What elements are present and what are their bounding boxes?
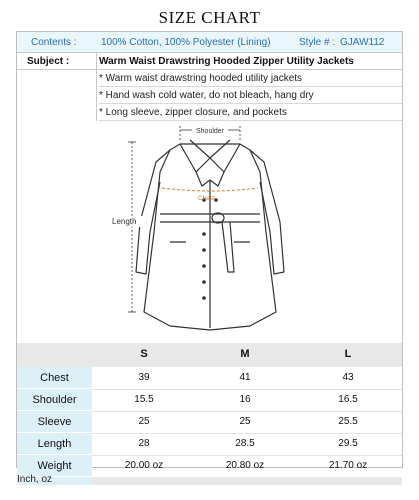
table-row xyxy=(17,455,402,477)
table-cell: 16.5 xyxy=(338,394,358,405)
column-header-m: M xyxy=(240,348,250,360)
length-label: Length xyxy=(112,217,137,226)
table-row xyxy=(17,411,402,433)
row-label: Sleeve xyxy=(17,411,92,433)
table-cell: 25.5 xyxy=(338,416,358,427)
coat-diagram xyxy=(110,122,310,336)
row-label: Weight xyxy=(17,455,92,477)
row-label: Length xyxy=(17,433,92,455)
table-cell: 16 xyxy=(239,394,251,405)
subject-value: Warm Waist Drawstring Hooded Zipper Utility Jackets xyxy=(99,56,354,67)
column-header-s: S xyxy=(140,348,148,360)
column-header-l: L xyxy=(344,348,352,360)
table-cell: 29.5 xyxy=(338,438,358,449)
contents-label: Contents : xyxy=(31,37,77,48)
style-value: GJAW112 xyxy=(340,37,385,48)
contents-value: 100% Cotton, 100% Polyester (Lining) xyxy=(101,37,271,48)
table-row xyxy=(17,389,402,411)
coat-left-sleeve xyxy=(136,150,170,274)
table-cell: 39 xyxy=(138,372,150,383)
units-note: Inch, oz xyxy=(17,474,53,485)
row-label: Chest xyxy=(17,367,92,389)
description-line: * Hand wash cold water, do not bleach, hang dry xyxy=(99,87,402,104)
page-title: SIZE CHART xyxy=(158,8,261,27)
chest-label: Chest xyxy=(198,195,215,202)
table-cell: 21.70 oz xyxy=(328,460,368,471)
subject-row xyxy=(17,53,402,70)
table-row xyxy=(17,433,402,455)
table-cell: 20.00 oz xyxy=(124,460,164,471)
table-cell: 28 xyxy=(138,438,150,449)
size-table-footer xyxy=(17,477,402,485)
table-cell: 20.80 oz xyxy=(225,460,265,471)
contents-row xyxy=(17,32,402,53)
subject-label: Subject : xyxy=(27,56,70,67)
table-cell: 43 xyxy=(342,372,354,383)
style-label: Style # : xyxy=(299,37,336,48)
table-cell: 25 xyxy=(138,416,150,427)
table-cell: 41 xyxy=(239,372,251,383)
description-line: * Warm waist drawstring hooded utility jackets xyxy=(99,70,402,87)
description-block xyxy=(17,70,402,121)
table-cell: 28.5 xyxy=(235,438,255,449)
table-row xyxy=(17,367,402,389)
size-table-header xyxy=(17,343,402,367)
description-line: * Long sleeve, zipper closure, and pockets xyxy=(99,104,402,121)
table-cell: 15.5 xyxy=(134,394,154,405)
coat-right-sleeve xyxy=(250,150,284,274)
shoulder-label: Shoulder xyxy=(195,128,225,135)
table-cell: 25 xyxy=(239,416,251,427)
row-label: Shoulder xyxy=(17,389,92,411)
